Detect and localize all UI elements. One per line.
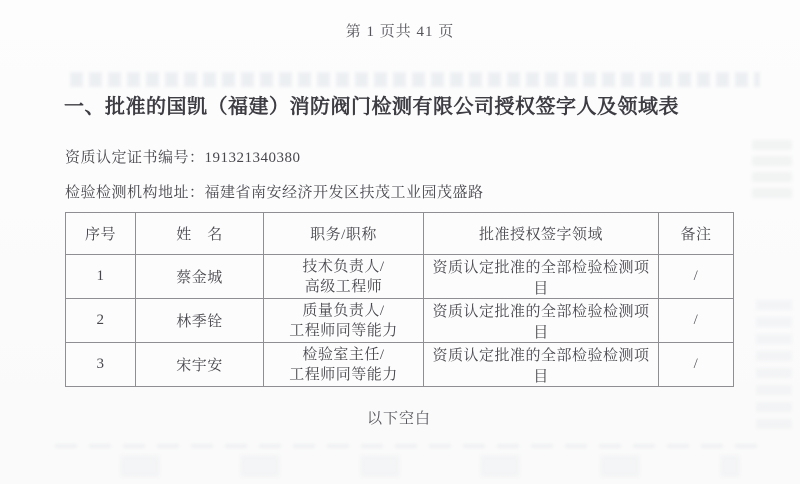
cell-remark: / (659, 299, 734, 343)
document-section-title: 一、批准的国凯（福建）消防阀门检测有限公司授权签字人及领域表 (64, 96, 679, 118)
table-row (66, 255, 734, 299)
authorized-signatories-table (65, 212, 734, 387)
duty-line-2: 高级工程师 (304, 278, 383, 295)
duty-line-2: 工程师同等能力 (289, 322, 398, 339)
cell-name: 林季铨 (136, 299, 264, 343)
table-row (66, 343, 734, 387)
cell-duty (264, 343, 424, 387)
cell-name: 宋宇安 (136, 343, 264, 387)
cell-name: 蔡金城 (136, 255, 264, 299)
cell-remark: / (659, 255, 734, 299)
duty-line-2: 工程师同等能力 (289, 366, 398, 383)
certificate-number-line (65, 146, 301, 167)
column-header-duty: 职务/职称 (264, 213, 424, 255)
institution-address-line (65, 181, 484, 202)
page-number-indicator: 第 1 页共 41 页 (345, 24, 455, 40)
cell-remark: / (659, 343, 734, 387)
cell-serial: 3 (66, 343, 136, 387)
cell-scope: 资质认定批准的全部检验检测项目 (424, 343, 659, 387)
table-header-row (66, 213, 734, 255)
cell-serial: 2 (66, 299, 136, 343)
institution-address-label: 检验检测机构地址： (65, 185, 205, 201)
blank-below-note: 以下空白 (366, 411, 431, 427)
column-header-scope: 批准授权签字领域 (424, 213, 659, 255)
table-row (66, 299, 734, 343)
bleed-through-artifact-right (756, 300, 792, 430)
duty-line-1: 检验室主任/ (302, 346, 385, 363)
institution-address-value: 福建省南安经济开发区扶茂工业园茂盛路 (204, 185, 484, 201)
duty-line-1: 技术负责人/ (302, 258, 385, 275)
cell-duty (264, 255, 424, 299)
bleed-through-artifact-bottom-blocks (120, 455, 740, 477)
column-header-serial: 序号 (66, 213, 136, 255)
cell-serial: 1 (66, 255, 136, 299)
column-header-remark: 备注 (659, 213, 734, 255)
bleed-through-artifact-bottom (55, 444, 765, 448)
certificate-number-value: 191321340380 (204, 150, 301, 166)
duty-line-1: 质量负责人/ (302, 302, 385, 319)
column-header-name: 姓 名 (136, 213, 264, 255)
cell-scope: 资质认定批准的全部检验检测项目 (424, 299, 659, 343)
certificate-number-label: 资质认定证书编号： (65, 150, 205, 166)
cell-duty (264, 299, 424, 343)
bleed-through-artifact-right (752, 140, 792, 200)
cell-scope: 资质认定批准的全部检验检测项目 (424, 255, 659, 299)
bleed-through-artifact-top (70, 72, 760, 87)
